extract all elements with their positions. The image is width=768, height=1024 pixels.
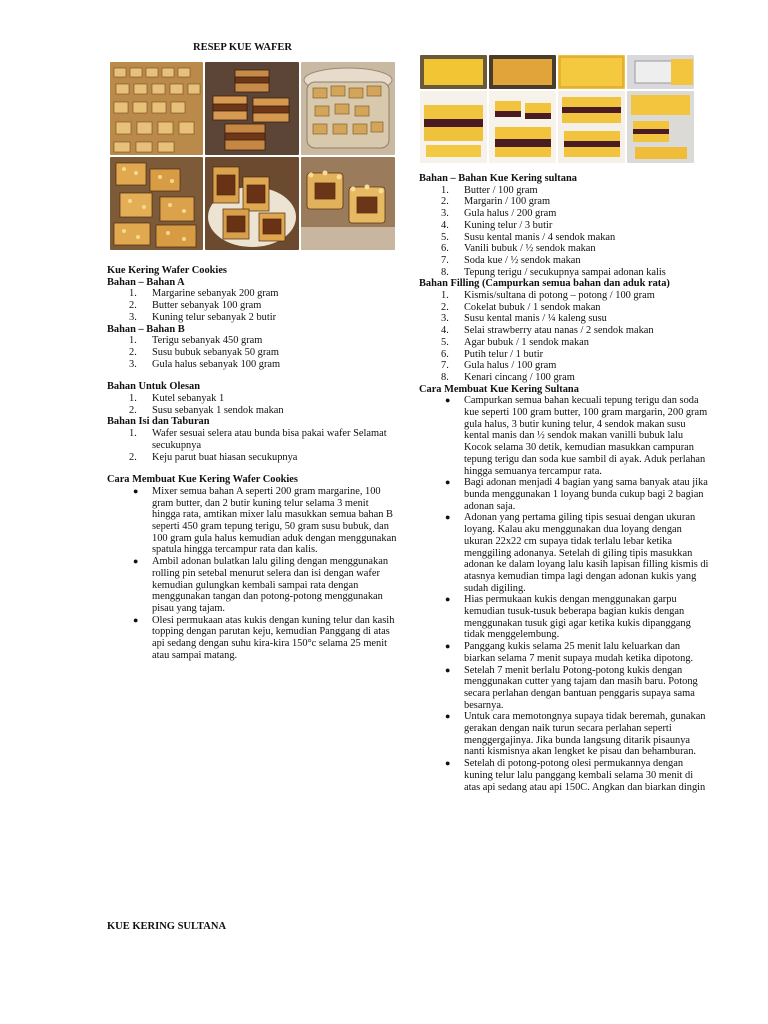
sultana-stack-icon — [627, 91, 694, 163]
list-item: ● Ambil adonan bulatkan lalu giling dengan menggunakan rolling pin setebal menurut selera dan isi dengan wafer kemudian gulungkan kembali sampai rata dengan menggunakan tangan dan potong-potong menggunakan pisau yang tajam. — [133, 556, 389, 614]
list-item: 3. Kuning telur sebanyak 2 butir — [129, 311, 277, 323]
list-item: 3. Susu kental manis / ¼ kaleng susu — [441, 313, 607, 325]
yellow-dough-sheet-icon — [420, 55, 487, 89]
filling-list — [419, 290, 711, 384]
list-item: 1. Margarine sebanyak 200 gram — [129, 288, 279, 300]
dough-rolling-icon — [627, 55, 694, 89]
bahan-a-title: Bahan – Bahan A — [107, 276, 185, 288]
list-item: ● Panggang kukis selama 25 menit lalu keluarkan dan biarkan selama 7 menit supaya mudah ketika dipotong. — [445, 641, 694, 664]
sultana-layer-cake-2-icon — [489, 91, 556, 163]
olesan-list — [107, 393, 397, 416]
list-item: ● Untuk cara memotongnya supaya tidak beremah, gunakan gerakan dengan naik turun secara perlahan seperti menggergajinya. Jika bunda langsung ditarik pisaunya nanti kismisnya akan lengket ke pisau dan behamburan. — [445, 711, 706, 758]
list-item: 4. Selai strawberry atau nanas / 2 sendok makan — [441, 325, 654, 337]
flat-sheet-icon — [558, 55, 625, 89]
list-item: ● Setelah di potong-potong olesi permukannya dengan kuning telur lalu panggang kembali selama 30 menit di atas api sedang atau api 150C. Angkan dan biarkan dingin — [445, 758, 706, 793]
list-item: 2. Susu sebanyak 1 sendok makan — [129, 404, 284, 416]
list-item: 6. Putih telur / 1 butir — [441, 348, 544, 360]
list-item: ● Hias permukaan kukis dengan menggunakan garpu kemudian tusuk-tusuk beberapa bagian kukis dengan menggunakan tusuk gigi agar ketika kukis dipanggang tidak menggelembung. — [445, 594, 691, 641]
list-item: 7. Gula halus / 100 gram — [441, 360, 557, 372]
sultana-slices-icon — [558, 91, 625, 163]
list-item: 5. Susu kental manis / 4 sendok makan — [441, 231, 616, 243]
list-item: 1. Kutel sebanyak 1 — [129, 393, 225, 405]
list-item: ● Adonan yang pertama giling tipis sesuai dengan ukuran loyang. Kalau aku menggunakan dua loyang dengan ukuran 22x22 cm supaya tidak terlalu lebar ketika menggiling adonanya. Setelah di giling tipis masukkan adonan ke dalam loyang lalu kasih lapisan filling kismis di atasnya kemudian timpa lagi dengan adonan kukis yang sudah digiling. — [445, 512, 709, 594]
list-item: 2. Keju parut buat hiasan secukupnya — [129, 451, 298, 463]
list-item: 6. Vanili bubuk / ½ sendok makan — [441, 243, 596, 255]
cara-sultana-title: Cara Membuat Kue Kering Sultana — [419, 383, 579, 395]
isi-list — [107, 428, 397, 463]
list-item: ● Bagi adonan menjadi 4 bagian yang sama banyak atau jika bunda menggunakan 1 loyang bunda cukup bagi 2 bagian adonan saja. — [445, 477, 708, 512]
cara-wafer-title: Cara Membuat Kue Kering Wafer Cookies — [107, 474, 298, 486]
list-item: ● Olesi permukaan atas kukis dengan kuning telur dan kasih topping dengan parutan keju, kemudian Panggang di atas api sedang dengan suhu kira-kira 150°c selama 25 menit atau sampai matang. — [133, 614, 395, 661]
list-item: 3. Gula halus / 200 gram — [441, 208, 557, 220]
list-item: 2. Margarin / 100 gram — [441, 196, 551, 208]
list-item: 2. Susu bubuk sebanyak 50 gram — [129, 346, 279, 358]
bahan-b-list — [107, 335, 397, 370]
list-item: 1. Wafer sesuai selera atau bunda bisa pakai wafer Selamat secukupnya — [129, 428, 387, 451]
sultana-photo-collage — [420, 55, 700, 163]
list-item: ● Mixer semua bahan A seperti 200 gram margarine, 100 gram butter, dan 2 butir kuning telur selama 3 menit hingga rata, amtikan mixer lalu masukkan semua bahan B seperti 450 gram tepung terigu, 50 gram susu bubuk, dan 100 gram gula halus kemudian aduk dengan menggunakan spatula hingga tercampur rata dan kalis. — [133, 485, 397, 556]
bahan-a-list — [107, 288, 397, 323]
list-item: ● Campurkan semua bahan kecuali tepung terigu dan soda kue seperti 100 gram butter, 100 gram margarin, 200 gram gula halus, 3 butir kuning telur, 4 sendok makan susu kental manis dan ½ sendok makan vanilli bubuk lalu Kocok selama 30 detik, kemudian masukkan campuran tepung terigu dan soda kue sambil di ayak. Aduk perlahan hingga semuanya tercampur rata. — [445, 395, 708, 477]
sultana-section-heading: KUE KERING SULTANA — [107, 921, 227, 932]
olesan-title: Bahan Untuk Olesan — [107, 381, 200, 393]
list-item: 1. Terigu sebanyak 450 gram — [129, 335, 263, 347]
list-item: 2. Butter sebanyak 100 gram — [129, 300, 262, 312]
wafer-heading: Kue Kering Wafer Cookies — [107, 265, 227, 276]
cara-sultana-list — [419, 395, 711, 793]
bahan-b-title: Bahan – Bahan B — [107, 323, 185, 335]
list-item: ● Setelah 7 menit berlalu Potong-potong kukis dengan menggunakan cutter yang tajam dan masih baru. Potong secara perlahan dengan bantuan penggaris supaya sama besarnya. — [445, 664, 698, 711]
cookies-in-jar-icon — [301, 62, 395, 155]
list-item: 3. Gula halus sebanyak 100 gram — [129, 358, 281, 370]
list-item: 2. Cokelat bubuk / 1 sendok makan — [441, 301, 601, 313]
list-item: 1. Kismis/sultana di potong – potong / 100 gram — [441, 290, 655, 302]
wafer-cookies-plate-icon — [205, 157, 299, 250]
bahan-sultana-list — [419, 185, 711, 279]
wafer-cookies-stack-icon — [205, 62, 299, 155]
list-item: 4. Kuning telur / 3 butir — [441, 219, 553, 231]
list-item: 8. Kenari cincang / 100 gram — [441, 371, 575, 383]
isi-title: Bahan Isi dan Taburan — [107, 416, 210, 428]
page-title: RESEP KUE WAFER — [193, 42, 292, 53]
sultana-layer-cake-1-icon — [420, 91, 487, 163]
list-item: 5. Agar bubuk / 1 sendok makan — [441, 336, 589, 348]
baked-sheet-icon — [489, 55, 556, 89]
cara-wafer-list — [107, 486, 397, 662]
cheese-topped-wafers-icon — [110, 157, 203, 250]
sultana-recipe-column — [419, 173, 711, 793]
wafer-cookies-tray-icon — [110, 62, 203, 155]
wafer-recipe-column — [107, 265, 397, 662]
bahan-sultana-title: Bahan – Bahan Kue Kering sultana — [419, 173, 577, 184]
filling-title: Bahan Filling (Campurkan semua bahan dan aduk rata) — [419, 278, 670, 290]
list-item: 8. Tepung terigu / secukupnya sampai adonan kalis — [441, 266, 666, 278]
crumb-cookie-closeup-icon — [301, 157, 395, 250]
list-item: 7. Soda kue / ½ sendok makan — [441, 254, 581, 266]
list-item: 1. Butter / 100 gram — [441, 184, 538, 196]
wafer-photo-collage — [110, 62, 395, 252]
